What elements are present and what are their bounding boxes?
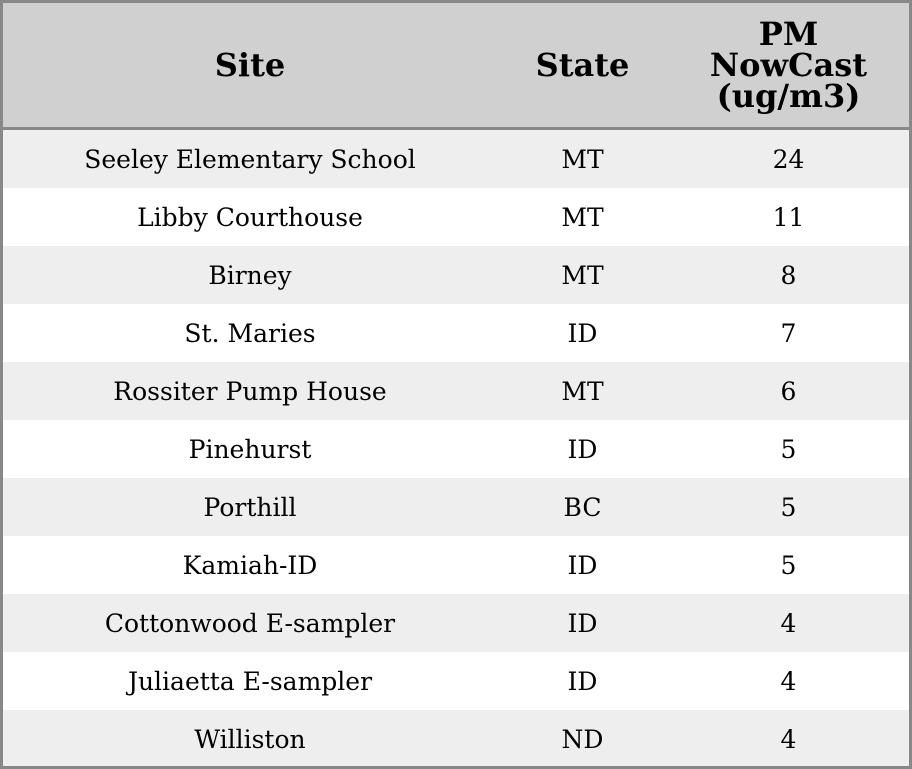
cell-site: Libby Courthouse <box>3 188 497 246</box>
cell-state: ND <box>497 710 668 768</box>
cell-site: Juliaetta E-sampler <box>3 652 497 710</box>
cell-pm: 6 <box>668 362 909 420</box>
cell-pm: 5 <box>668 478 909 536</box>
table-row <box>3 478 909 536</box>
cell-site: Birney <box>3 246 497 304</box>
cell-site: Pinehurst <box>3 420 497 478</box>
cell-pm: 8 <box>668 246 909 304</box>
cell-state: BC <box>497 478 668 536</box>
table-row <box>3 536 909 594</box>
table-row <box>3 188 909 246</box>
cell-state: MT <box>497 188 668 246</box>
cell-site: Kamiah-ID <box>3 536 497 594</box>
cell-pm: 7 <box>668 304 909 362</box>
table-row <box>3 129 909 189</box>
table-header <box>3 3 909 129</box>
table-row <box>3 246 909 304</box>
cell-state: ID <box>497 420 668 478</box>
cell-pm: 4 <box>668 594 909 652</box>
cell-site: St. Maries <box>3 304 497 362</box>
cell-state: ID <box>497 304 668 362</box>
table-row <box>3 594 909 652</box>
header-state: State <box>497 3 668 129</box>
air-quality-table <box>3 3 909 768</box>
cell-pm: 5 <box>668 536 909 594</box>
cell-state: ID <box>497 594 668 652</box>
cell-state: ID <box>497 652 668 710</box>
table-row <box>3 420 909 478</box>
header-pm-line3: (ug/m3) <box>716 76 861 115</box>
cell-state: MT <box>497 362 668 420</box>
cell-pm: 5 <box>668 420 909 478</box>
cell-state: ID <box>497 536 668 594</box>
cell-site: Porthill <box>3 478 497 536</box>
cell-site: Cottonwood E-sampler <box>3 594 497 652</box>
header-pm-nowcast <box>668 3 909 129</box>
cell-state: MT <box>497 129 668 189</box>
cell-pm: 4 <box>668 710 909 768</box>
cell-site: Rossiter Pump House <box>3 362 497 420</box>
cell-pm: 11 <box>668 188 909 246</box>
table-row <box>3 710 909 768</box>
header-pm-line1: PM <box>758 14 819 53</box>
table-body <box>3 129 909 769</box>
cell-state: MT <box>497 246 668 304</box>
header-row <box>3 3 909 129</box>
cell-pm: 4 <box>668 652 909 710</box>
cell-pm: 24 <box>668 129 909 189</box>
table-row <box>3 362 909 420</box>
table-row <box>3 652 909 710</box>
header-pm-line2: NowCast <box>709 45 868 84</box>
table-row <box>3 304 909 362</box>
header-site: Site <box>3 3 497 129</box>
cell-site: Seeley Elementary School <box>3 129 497 189</box>
cell-site: Williston <box>3 710 497 768</box>
